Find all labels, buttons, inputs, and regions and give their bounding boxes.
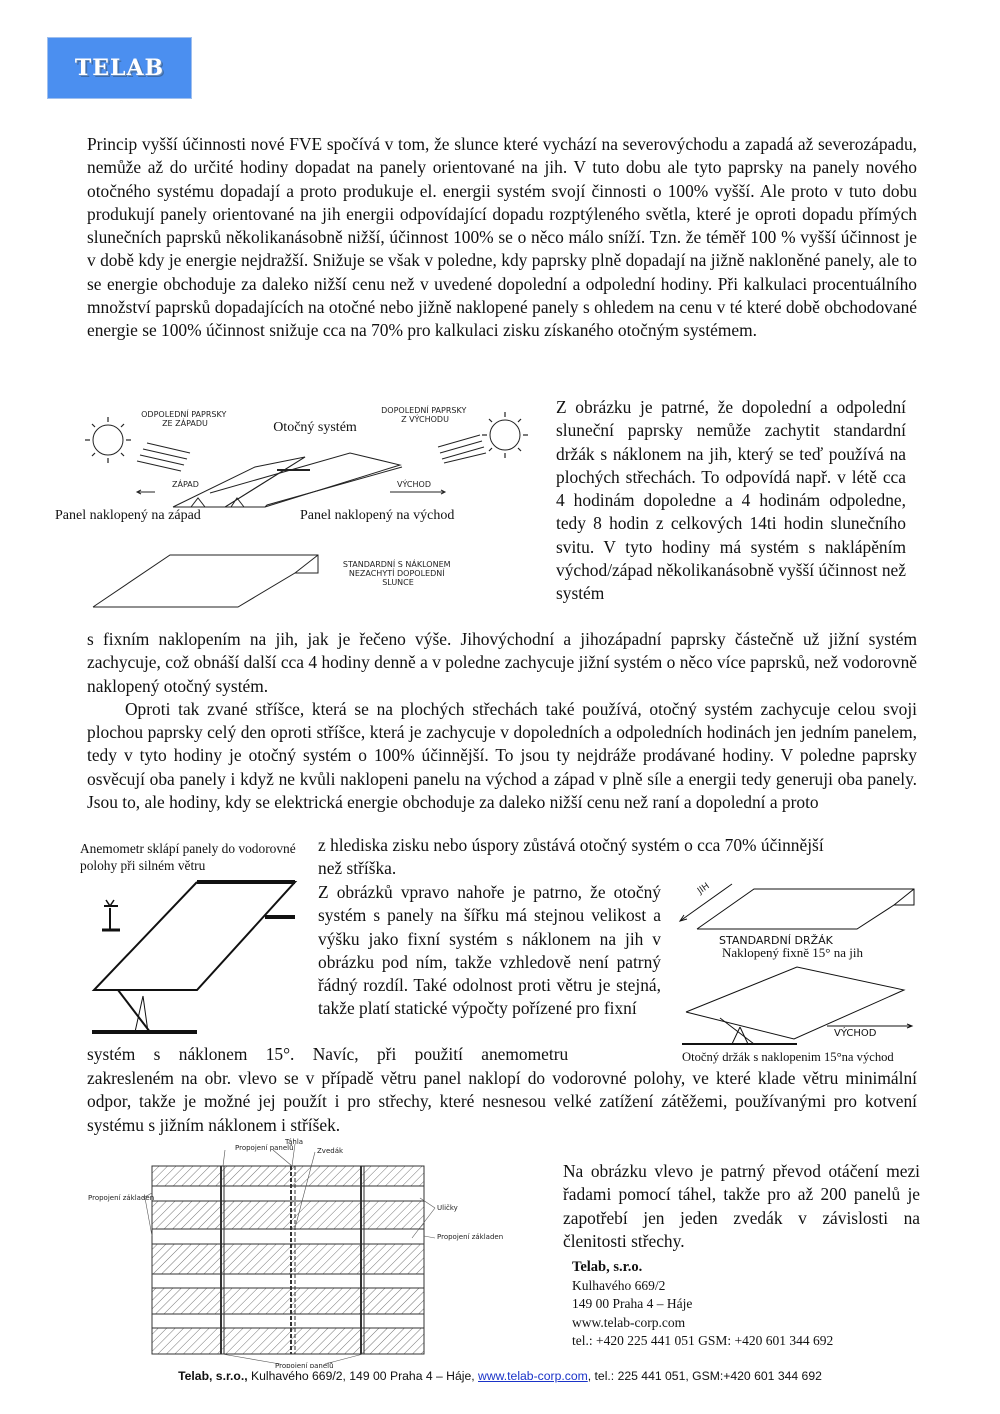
side-text-standard-holder	[556, 396, 906, 606]
mid-text-line1: z hlediska zisku nebo úspory zůstává otočný systém o cca 70% účinnější	[318, 835, 824, 855]
company-web[interactable]: www.telab-corp.com	[572, 1314, 686, 1330]
rotary-system-title: Otočný systém	[273, 420, 357, 435]
mid-text-paragraph: Z obrázků vpravo nahoře je patrno, že otočný systém s panely na šířku má stejnou velikost a výšku jako fixní systém s náklonem na jih v obrázku pod ním, takže vzhledově není patrný řádný rozdíl. Také odolnost proti větru je stejná, takže platí statické výpočty pořízené pro fixní	[318, 882, 661, 1019]
footer-web-link[interactable]: www.telab-corp.com	[478, 1369, 588, 1383]
caption-panel-east: Panel naklopený na východ	[300, 508, 455, 523]
anemometer-first-line: systém s náklonem 15°. Navíc, při použití anemometru	[87, 1044, 569, 1064]
body-paragraphs	[87, 628, 917, 814]
footer-address: Kulhavého 669/2, 149 00 Praha 4 – Háje,	[247, 1369, 479, 1383]
label-propojeni-panelu-bottom: Propojení panelů	[275, 1362, 334, 1368]
label-zvedak: Zvedák	[317, 1147, 344, 1155]
label-standard-tilt: STANDARDNÍ S NÁKLONEM NEZACHYTÍ DOPOLEDNÍ SLUNCE	[342, 560, 451, 587]
roof-layout-plan	[85, 1138, 505, 1368]
middle-text-paragraph	[318, 881, 661, 1021]
side-text-1: Z obrázku je patrné, že dopolední a odpolední sluneční paprsky nemůže zachytit standardní držák s náklonem na jih, který se teď používá na plochých střechách. To odpovídá např. v létě cca 4 hodinám dopoledne a 4 hodinám odpoledne, tedy 8 hodin z celkových 14ti hodin slunečního svitu. V tyto hodiny má systém s naklápěním východ/západ několikanásobně vyšší účinnost než systém	[556, 397, 906, 604]
company-name: Telab, s.r.o.	[572, 1259, 643, 1275]
label-propojeni-panelu-top: Propojení panelů	[235, 1144, 294, 1152]
label-afternoon-rays: ODPOLEDNÍ PAPRSKY ZE ZÁPADU	[141, 410, 227, 428]
mid-text-line2: než stříška.	[318, 858, 397, 879]
anemometer-caption	[80, 840, 300, 874]
label-standard-holder: STANDARDNÍ DRŽÁK	[719, 934, 833, 947]
side-text-2: Na obrázku vlevo je patrný převod otáčení mezi řadami pomocí táhel, takže pro až 200 panelů je zapotřebí jen jeden zvedák v závislosti na členitosti střechy.	[563, 1161, 920, 1251]
anemometer-caption-text: Anemometr sklápí panely do vodorovné polohy při silném větru	[80, 841, 296, 873]
label-west: ZÁPAD	[172, 480, 199, 489]
company-phones: tel.: +420 225 441 051 GSM: +420 601 344 692	[572, 1333, 834, 1349]
side-text-linkage	[563, 1160, 920, 1253]
label-east: VÝCHOD	[397, 480, 431, 489]
rotary-system-diagram	[55, 395, 545, 620]
telab-logo	[47, 37, 192, 99]
figure-rotary-system	[55, 395, 545, 620]
anemometer-diagram	[80, 878, 300, 1048]
logo-text: TELAB	[74, 55, 165, 81]
label-ulicky: Uličky	[437, 1204, 458, 1212]
paragraph-anemometer	[87, 1067, 917, 1137]
label-tahla: Táhla	[285, 1138, 304, 1146]
company-contact-block	[572, 1258, 833, 1351]
company-street: Kulhavého 669/2	[572, 1277, 666, 1293]
paragraph-roof-comparison: Oproti tak zvané stříšce, která se na plochých střechách také používá, otočný systém zachycuje celou svoji plochou paprsky celý den oproti stříšce, která je zachycuje v dopoledních a odpoledních hodinách jen jedním panelem, tedy v tyto hodiny je otočný systém o 100% účinnější. To jsou ty nejdráže prodávané hodiny. V poledne paprsky osvěcují oba panely i když ne kvůli naklopeni panelu na východ a západ v plně síle a energii tedy generuji oba panely. Jsou to, ale hodiny, kdy se elektrická energie obchoduje za daleko nižší cenu než raní a dopolední a proto	[87, 698, 917, 813]
label-propojeni-zakladen-right: Propojení základen	[437, 1233, 504, 1241]
caption-panel-west: Panel naklopený na západ	[55, 508, 201, 523]
page-footer	[0, 1369, 1000, 1383]
label-east-holder: VÝCHOD	[834, 1028, 877, 1039]
label-propojeni-zakladen-left: Propojení základen	[88, 1194, 155, 1202]
caption-rotary-holder: Otočný držák s naklopenim 15°na východ	[682, 1050, 894, 1064]
footer-company-name: Telab, s.r.o.,	[178, 1369, 248, 1383]
intro-text: Princip vyšší účinnosti nové FVE spočívá v tom, že slunce které vychází na severovýchodu a zapadá až severozápadu, nemůže až do určité hodiny dopadat na panely orientované na jih. V tuto dobu ale tyto paprsky na panely nového otočného systému dopadají a proto produkuje el. energii systém svojí činnosti o 100% vyšší. Ale proto v tuto dobu produkují panely orientované na jih energii odpovídající dopadu rozptýleného světla, které je oproti dopadu přímých slunečních paprsků několikanásobně nižší, účinnost 100% se o něco málo sníží. Tzn. že téměř 100 % vyšší účinnost je v době kdy je energie nejdražší. Snižuje se však v poledne, kdy paprsky plně dopadají na jižně nakloněné panely, ale to se energie obchoduje za daleko nižší cenu než v uvedené dopolední a odpolední hodiny. Při kalkulaci procentuálního množství paprsků dopadajících na otočné nebo jižně naklopené panely s ohledem na cenu v té které době obchodované energie se 100% účinnost snižuje cca na 70% pro kalkulaci zisku získaného otočným systémem.	[87, 134, 917, 341]
label-south: JIH	[695, 881, 712, 897]
paragraph-anemometer-line1	[87, 1043, 662, 1066]
company-city: 149 00 Praha 4 – Háje	[572, 1296, 693, 1312]
label-morning-rays: DOPOLEDNÍ PAPRSKY Z VÝCHODU	[381, 406, 467, 424]
caption-fixed-south: Naklopený fixně 15° na jih	[722, 945, 863, 960]
anemometer-rest: zakresleném na obr. vlevo se v případě větru panel naklopí do vodorovné polohy, ve které klade větru minimální odpor, takže je možné jej použít i pro střechy, které nesnesou velké zatížení zátěžemi, používanými pro kotvení systému s jižním náklonem i stříšek.	[87, 1068, 917, 1135]
intro-paragraph	[87, 133, 917, 343]
paragraph-fixed-south: s fixním naklopením na jih, jak je řečeno výše. Jihovýchodní a jihozápadní paprsky částečně už jižní systém zachycuje, což obnáší další cca 4 hodiny denně a v poledne zachycuje jižní systém o něco více paprsků, než vodorovně naklopený otočný systém.	[87, 629, 917, 696]
holder-comparison-diagram	[672, 872, 942, 1072]
footer-phones: , tel.: 225 441 051, GSM:+420 601 344 692	[587, 1369, 822, 1383]
